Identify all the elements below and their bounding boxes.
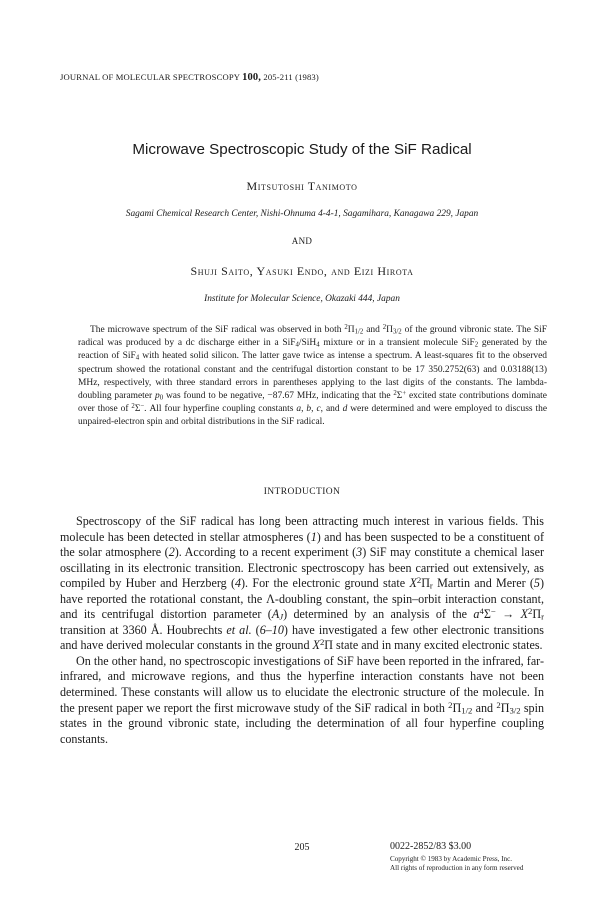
- affiliation-2: Institute for Molecular Science, Okazaki 444, Japan: [204, 294, 400, 304]
- and-separator: AND: [291, 236, 313, 246]
- author-line-2: Shuji Saito, Yasuki Endo, and Eizi Hirota: [190, 264, 414, 278]
- copyright-notice: [390, 855, 523, 873]
- body-paragraph: On the other hand, no spectroscopic investigations of SiF have been reported in the infrared, far-infrared, and microwave regions, and thus the hyperfine interaction constants have not been determined. These constants will allow us to elucidate the electronic structure of the molecule. In the present paper we report the first microwave study of the SiF radical in both $^2\Pi_{1/2}$ and $^2\Pi_{3/2}$ spin states in the ground vibronic state, including the determination of all four hyperfine coupling constants.: [60, 653, 545, 746]
- journal-volume: 100,: [242, 72, 262, 83]
- price-code: 0022-2852/83 $3.00: [390, 841, 472, 852]
- author-line-1: Mitsutoshi Tanimoto: [246, 179, 358, 193]
- section-heading-introduction: INTRODUCTION: [263, 487, 341, 497]
- affiliation-1: Sagami Chemical Research Center, Nishi-Ohnuma 4-4-1, Sagamihara, Kanagawa 229, Japan: [125, 209, 479, 219]
- journal-pages: 205-211 (1983): [263, 72, 319, 82]
- paper-title: Microwave Spectroscopic Study of the SiF Radical: [132, 141, 472, 158]
- journal-name: JOURNAL OF MOLECULAR SPECTROSCOPY: [60, 72, 240, 82]
- introduction-text: [60, 514, 544, 747]
- journal-citation: [60, 72, 319, 83]
- rights-line: All rights of reproduction in any form reserved: [390, 864, 524, 873]
- abstract-paragraph: The microwave spectrum of the SiF radical was observed in both $^2\Pi_{1/2}$ and $^2\Pi_{3/2}$ of the ground vibronic state. The SiF radical was produced by a dc discharge either in a SiF$_4$/SiH$_4$ mixture or in a transient molecule SiF$_2$ generated by the reaction of SiF$_4$ with heated solid silicon. The latter gave twice as intense a spectrum. A least-squares fit to the observed spectrum showed the rotational constant and the centrifugal distortion constant to be 17 350.2752(63) and 0.03188(13) MHz, respectively, with three standard errors in parentheses applying to the last digits of the constants. The lambda-doubling parameter $p_0$ was found to be negative, −87.67 MHz, indicating that the $^2$Σ+ excited state contributions dominate over those of $^2$Σ−. All four hyperfine coupling constants a, b, c, and d were determined and were employed to discuss the unpaired-electron spin and orbital distributions in the SiF radical.: [78, 323, 548, 428]
- body-paragraph: Spectroscopy of the SiF radical has long been attracting much interest in various fields. This molecule has been detected in stellar atmospheres (1) and has been suspected to be a constituent of the solar atmosphere (2). According to a recent experiment (3) SiF may constitute a chemical laser oscillating in its electronic transition. Electronic spectroscopy has been carried out extensively, as compiled by Huber and Herzberg (4). For the electronic ground state $X^2\Pi_r$ Martin and Merer (5) have reported the rotational constant, the Λ-doubling constant, the spin–orbit interaction constant, and its centrifugal distortion parameter $(A_J)$ determined by an analysis of the $a^4\Sigma^- \to X^2\Pi_r$ transition at 3360 Å. Houbrechts et al. (6–10) have investigated a few other electronic transitions and have derived molecular constants in the ground $X^2\Pi$ state and in many excited electronic states.: [60, 514, 544, 653]
- copyright-line: Copyright © 1983 by Academic Press, Inc.: [390, 855, 513, 863]
- abstract: [78, 324, 547, 430]
- page-number: 205: [294, 842, 310, 853]
